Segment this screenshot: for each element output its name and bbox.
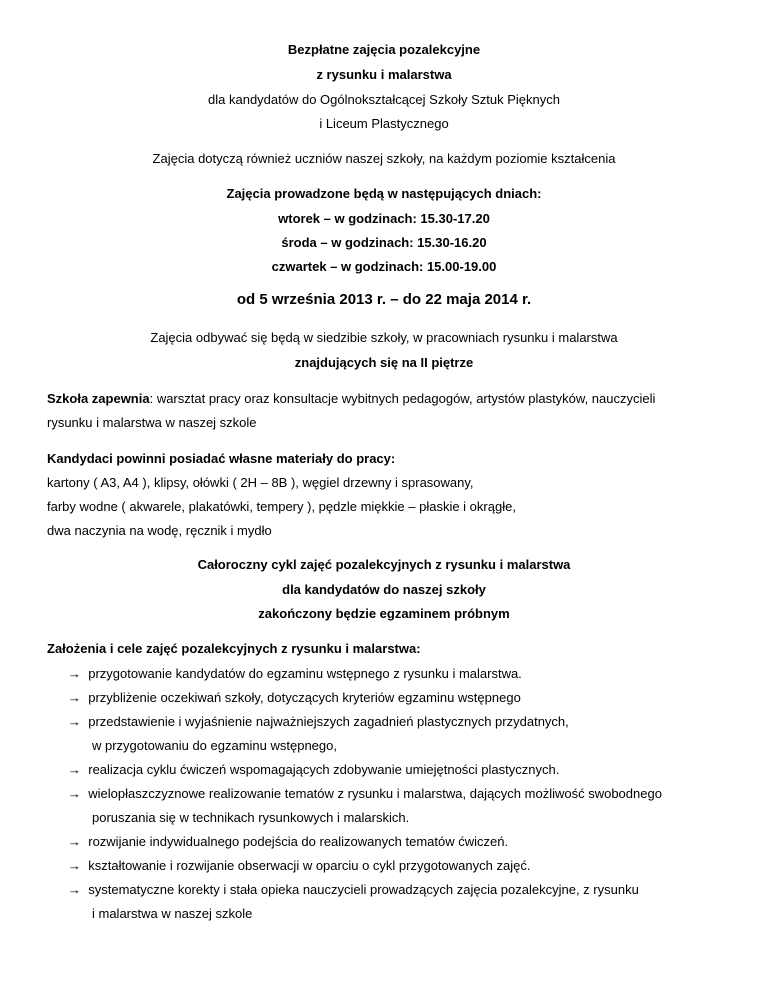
cycle-line-3: zakończony będzie egzaminem próbnym	[258, 606, 510, 621]
arrow-icon: →	[68, 714, 81, 729]
title-line-2: z rysunku i malarstwa	[316, 67, 452, 82]
cycle-line-2: dla kandydatów do naszej szkoły	[282, 582, 486, 597]
arrow-icon: →	[68, 834, 81, 849]
provides-text: : warsztat pracy oraz konsultacje wybitnych pedagogów, artystów plastyków, nauczycieli	[149, 391, 656, 406]
goal-item	[68, 786, 662, 802]
arrow-icon: →	[68, 786, 81, 801]
subtitle-line-1: dla kandydatów do Ogólnokształcącej Szkoły Sztuk Pięknych	[208, 92, 560, 107]
schedule-day-1: wtorek – w godzinach: 15.30-17.20	[278, 211, 490, 226]
arrow-icon: →	[68, 762, 81, 777]
subtitle-line-2: i Liceum Plastycznego	[319, 116, 449, 131]
goal-item	[68, 762, 559, 778]
provides-line-2: rysunku i malarstwa w naszej szkole	[47, 415, 257, 430]
goal-text: systematyczne korekty i stała opieka nauczycieli prowadzących zajęcia pozalekcyjne, z rysunku	[88, 882, 639, 897]
goal-text: przedstawienie i wyjaśnienie najważniejszych zagadnień plastycznych przydatnych,	[88, 714, 569, 729]
arrow-icon: →	[68, 858, 81, 873]
goal-item	[68, 666, 522, 682]
goal-text: rozwijanie indywidualnego podejścia do realizowanych tematów ćwiczeń.	[88, 834, 509, 849]
materials-line-3: dwa naczynia na wodę, ręcznik i mydło	[47, 523, 272, 538]
materials-line-1: kartony ( A3, A4 ), klipsy, ołówki ( 2H – 8B ), węgiel drzewny i sprasowany,	[47, 475, 474, 490]
materials-line-2: farby wodne ( akwarele, plakatówki, tempery ), pędzle miękkie – płaskie i okrągłe,	[47, 499, 516, 514]
goal-item	[68, 882, 639, 898]
goal-text: przygotowanie kandydatów do egzaminu wstępnego z rysunku i malarstwa.	[88, 666, 522, 681]
location-line-2: znajdujących się na II piętrze	[294, 355, 474, 370]
schedule-day-3: czwartek – w godzinach: 15.00-19.00	[271, 259, 497, 274]
goal-item	[68, 714, 569, 730]
schedule-period: od 5 września 2013 r. – do 22 maja 2014 r.	[236, 291, 532, 308]
location-line-1: Zajęcia odbywać się będą w siedzibie szkoły, w pracowniach rysunku i malarstwa	[150, 330, 618, 345]
goal-text-continued: w przygotowaniu do egzaminu wstępnego,	[92, 738, 337, 753]
title-line-1: Bezpłatne zajęcia pozalekcyjne	[287, 42, 481, 57]
goal-text-continued: i malarstwa w naszej szkole	[92, 906, 253, 921]
cycle-line-1: Całoroczny cykl zajęć pozalekcyjnych z rysunku i malarstwa	[197, 557, 571, 572]
goal-text: wielopłaszczyznowe realizowanie tematów z rysunku i malarstwa, dających możliwość swobodnego	[88, 786, 662, 801]
goal-text: przybliżenie oczekiwań szkoły, dotyczących kryteriów egzaminu wstępnego	[88, 690, 521, 705]
goal-text: realizacja cyklu ćwiczeń wspomagających zdobywanie umiejętności plastycznych.	[88, 762, 560, 777]
schedule-day-2: środa – w godzinach: 15.30-16.20	[281, 235, 487, 250]
arrow-icon: →	[68, 690, 81, 705]
materials-heading: Kandydaci powinni posiadać własne materiały do pracy:	[47, 451, 396, 466]
goal-item	[68, 690, 521, 706]
provides-line-1	[47, 391, 655, 407]
provides-label: Szkoła zapewnia	[47, 391, 150, 406]
arrow-icon: →	[68, 666, 81, 681]
goal-item	[68, 834, 508, 850]
goal-text: kształtowanie i rozwijanie obserwacji w oparciu o cykl przygotowanych zajęć.	[88, 858, 531, 873]
note: Zajęcia dotyczą również uczniów naszej szkoły, na każdym poziomie kształcenia	[152, 151, 616, 166]
goal-item	[68, 858, 530, 874]
goal-text-continued: poruszania się w technikach rysunkowych i malarskich.	[92, 810, 410, 825]
goals-heading: Założenia i cele zajęć pozalekcyjnych z rysunku i malarstwa:	[47, 641, 421, 656]
arrow-icon: →	[68, 882, 81, 897]
schedule-heading: Zajęcia prowadzone będą w następujących dniach:	[226, 186, 542, 201]
